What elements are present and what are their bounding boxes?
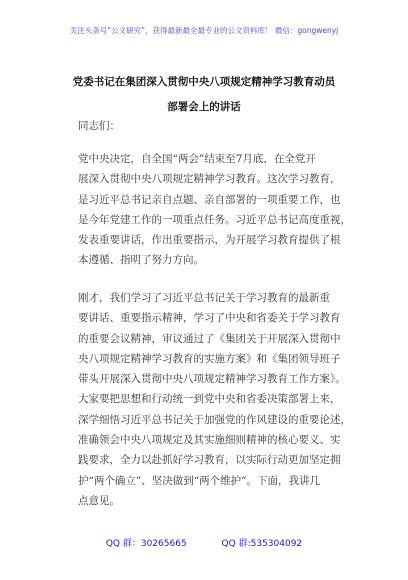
footer-qq-group-1: QQ 群：30265665 bbox=[105, 539, 187, 549]
paragraph-2-line: 的重要会议精神，审议通过了《集团关于开展深入贯彻中 bbox=[78, 332, 341, 345]
paragraph-1 bbox=[78, 149, 356, 271]
header-promo-note: 关注头条号“公文研究”，获得最新最全最专业的公文资料库！ 微信：gongwenyj bbox=[69, 26, 339, 35]
paragraph-2-line: 大家要把思想和行动统一到党中央和省委决策部署上来， bbox=[78, 393, 341, 406]
footer-contact bbox=[0, 536, 408, 549]
paragraph-2-line: 点意见。 bbox=[78, 494, 120, 507]
title-line-2: 部署会上的讲话 bbox=[167, 101, 241, 113]
paragraph-1-line: 发表重要讲话，作出重要指示，为开展学习教育提供了根 bbox=[78, 234, 341, 247]
paragraph-1-line: 展深入贯彻中央八项规定精神学习教育。这次学习教育， bbox=[78, 173, 341, 186]
paragraph-2-line: 央八项规定精神学习教育的实施方案》和《集团领导班子 bbox=[78, 352, 341, 365]
paragraph-2-line: 要讲话、重要指示精神，学习了中央和省委关于学习教育 bbox=[78, 312, 341, 325]
title-line-1: 党委书记在集团深入贯彻中央八项规定精神学习教育动员 bbox=[72, 76, 336, 88]
salutation: 同志们： bbox=[78, 120, 120, 132]
paragraph-1-line: 本遵循、指明了努力方向。 bbox=[78, 254, 204, 267]
paragraph-2 bbox=[78, 288, 356, 511]
paragraph-1-line: 党中央决定，自全国“两会”结束至7月底，在全党开 bbox=[78, 153, 316, 165]
paragraph-1-line: 是习近平总书记亲自点题、亲自部署的一项重要工作，也 bbox=[78, 193, 341, 206]
paragraph-1-line: 是今年党建工作的一项重点任务。习近平总书记高度重视， bbox=[78, 213, 351, 226]
paragraph-2-line: 刚才，我们学习了习近平总书记关于学习教育的最新重 bbox=[78, 292, 330, 304]
paragraph-2-line: 准确领会中央八项规定及其实施细则精神的核心要义、实 bbox=[78, 434, 341, 447]
document-title bbox=[30, 70, 378, 120]
footer-qq-group-2: QQ 群:535304092 bbox=[221, 539, 303, 549]
paragraph-2-line: 深学细悟习近平总书记关于加强党的作风建设的重要论述， bbox=[78, 413, 351, 426]
paragraph-2-line: 带头开展深入贯彻中央八项规定精神学习教育工作方案》。 bbox=[78, 373, 346, 386]
paragraph-2-line: 践要求，全力以赴抓好学习教育，以实际行动更加坚定拥 bbox=[78, 454, 341, 467]
paragraph-2-line: 护“两个确立”、坚决做到“两个维护”。下面，我讲几 bbox=[78, 474, 320, 487]
